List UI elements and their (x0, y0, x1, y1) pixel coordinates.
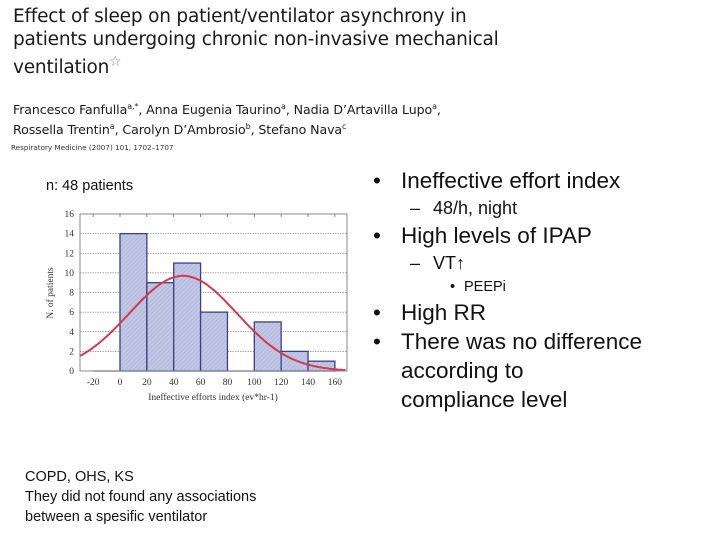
svg-text:4: 4 (69, 327, 74, 338)
bullet-level-3: • PEEPi (370, 276, 715, 298)
author-affiliation: b (245, 122, 251, 132)
author-affiliation: a (432, 102, 437, 111)
chart-bars (93, 234, 335, 371)
svg-text:8: 8 (69, 288, 74, 299)
bullet-level-1: • High RR (370, 298, 715, 327)
author-list (13, 98, 633, 138)
star-note-icon: ☆ (109, 54, 122, 70)
svg-text:12: 12 (64, 249, 74, 260)
svg-text:14: 14 (64, 229, 74, 240)
bullet-level-1: • There was no difference according to compliance level (370, 327, 715, 414)
svg-text:2: 2 (69, 347, 74, 358)
author-name: Stefano Nava (258, 122, 343, 138)
notes-block (25, 467, 256, 527)
title-line-3: ventilation (13, 57, 110, 79)
y-axis-ticks (65, 210, 75, 377)
author-affiliation: a,* (127, 102, 139, 111)
histogram-chart (40, 205, 360, 410)
bullet-level-1: • Ineffective effort index (370, 166, 715, 195)
svg-text:6: 6 (69, 308, 74, 319)
histogram-bar (201, 312, 228, 371)
author-affiliation: a (281, 102, 286, 111)
bullet-level-2: – 48/h, night (370, 195, 715, 221)
svg-text:120: 120 (274, 378, 289, 388)
svg-text:16: 16 (64, 210, 74, 220)
histogram-bar (147, 283, 174, 371)
author-name: Rossella Trentin (13, 122, 110, 138)
svg-text:140: 140 (300, 378, 316, 388)
author-name: Francesco Fanfulla (13, 102, 128, 118)
svg-text:-20: -20 (86, 378, 100, 388)
svg-text:0: 0 (117, 378, 123, 388)
authors-line-2: Rossella Trentin$^a$, Carolyn D’Ambrosio$^b$, Stefano Nava$^c$ (13, 122, 347, 138)
notes-line-1: COPD, OHS, KS (25, 469, 134, 485)
author-name: Carolyn D’Ambrosio (122, 122, 246, 138)
author-affiliation: c (342, 122, 347, 132)
bullet-level-1: • High levels of IPAP (370, 221, 715, 250)
svg-text:40: 40 (168, 378, 179, 388)
bullet-level-2: – VT↑ (370, 250, 715, 276)
authors-line-1: Francesco Fanfulla$^{a,*}$, Anna Eugenia Taurino$^a$, Nadia D’Artavilla Lupo$^a$, (13, 102, 441, 118)
paper-title (13, 5, 613, 79)
notes-line-3: between a spesific ventilator (25, 509, 208, 525)
author-name: Nadia D’Artavilla Lupo (293, 102, 433, 118)
histogram-bar (254, 322, 281, 371)
histogram-bar (120, 234, 147, 371)
svg-text:80: 80 (222, 378, 233, 388)
svg-text:10: 10 (64, 268, 74, 279)
title-line-2: patients undergoing chronic non-invasive mechanical (13, 29, 499, 50)
y-axis-label: N. of patients (46, 267, 56, 319)
svg-text:100: 100 (247, 378, 262, 388)
x-axis-label: Ineffective efforts index (ev*hr-1) (148, 393, 278, 403)
svg-text:160: 160 (327, 378, 343, 388)
journal-citation: Respiratory Medicine (2007) 101, 1702–1707 (11, 143, 174, 152)
svg-text:60: 60 (195, 378, 206, 388)
svg-text:0: 0 (69, 367, 74, 377)
bullet-list (370, 166, 715, 414)
sample-size-label: n: 48 patients (46, 178, 134, 194)
title-line-1: Effect of sleep on patient/ventilator asynchrony in (13, 6, 467, 27)
svg-text:20: 20 (142, 378, 152, 388)
author-name: Anna Eugenia Taurino (146, 102, 282, 118)
author-affiliation: a (109, 122, 115, 132)
notes-line-2: They did not found any associations (25, 489, 257, 505)
